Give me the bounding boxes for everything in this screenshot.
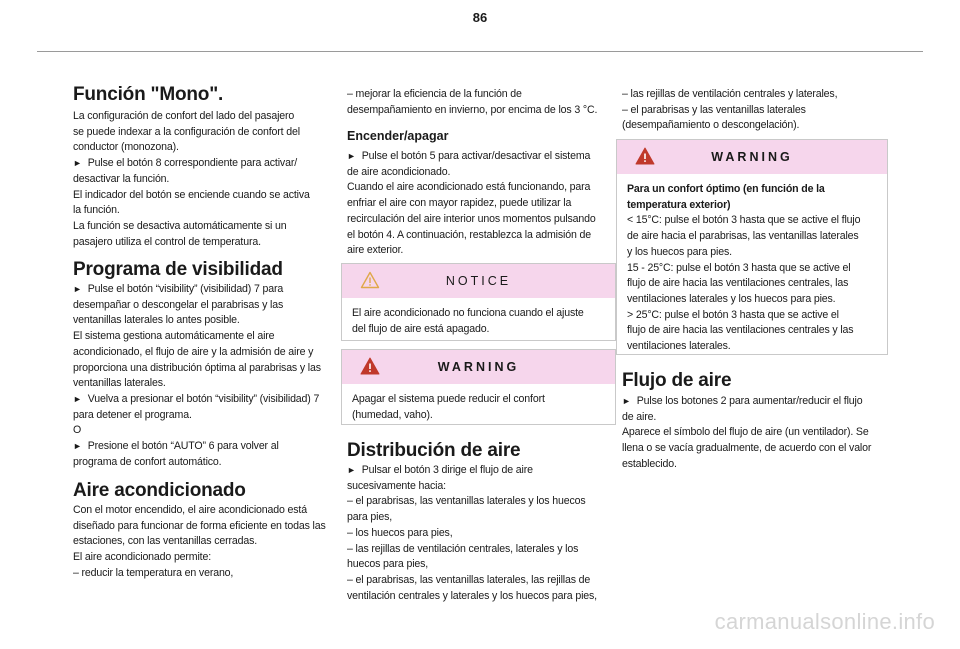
warning-label: WARNING [711,150,793,164]
text-line: ventilaciones laterales y los huecos para pies. [627,292,836,305]
section-title-mono: Función "Mono". [73,84,224,105]
text-line: proporciona una distribución óptima al parabrisas y las [73,361,321,374]
text-line: acondicionado, el flujo de aire y la admisión de aire y [73,345,314,358]
arrow-bullet-icon: ► [347,465,356,475]
arrow-bullet-icon: ► [73,441,82,452]
text-line: la función. [73,204,120,217]
notice-label: NOTICE [445,274,512,288]
text-line: – mejorar la eficiencia de la función de [347,88,522,100]
on-off-text [347,149,596,259]
text-line: < 15°C: pulse el botón 3 hasta que se active el flujo [627,214,861,227]
text-line: – las rejillas de ventilación centrales y laterales, [622,88,838,100]
page-number: 86 [472,10,488,25]
intro-text [347,87,597,118]
text-line: el botón 4. A continuación, restablezca la admisión de [347,228,591,241]
warning-banner [617,140,887,174]
text-line: ventanillas laterales lo antes posible. [73,314,240,327]
text-line: programa de confort automático. [73,455,222,468]
text-line: llena o se vacía gradualmente, de acuerdo con el valor [622,442,872,455]
text-line: sucesivamente hacia: [347,479,446,492]
text-line: El indicador del botón se enciende cuando se activa [73,188,310,201]
warning-icon [635,147,655,165]
ac-text [73,503,326,582]
bullet-line: ► Pulse los botones 2 para aumentar/reducir el flujo [622,395,863,407]
text-line: desactivar la función. [73,172,170,185]
text-line: Para un confort óptimo (en función de la [627,183,825,195]
section-title-visibility: Programa de visibilidad [73,259,283,280]
text-line: > 25°C: pulse el botón 3 hasta que se active el [627,308,839,321]
warning-box [616,139,888,355]
text-line: desempañar o descongelar el parabrisas y las [73,298,284,311]
text-line: flujo de aire hacia las ventilaciones centrales y las [627,324,854,337]
text-line: La función se desactiva automáticamente si un [73,219,287,232]
text-line: temperatura exterior) [627,198,731,211]
text-line: y los huecos para pies. [627,245,732,258]
warning-content [342,384,615,423]
warning-banner [342,350,615,384]
section-title-on-off: Encender/apagar [347,129,449,143]
bullet-line: ► Presione el botón “AUTO” 6 para volver al [73,440,279,453]
section-title-ac: Aire acondicionado [73,480,246,501]
visibility-text [73,282,321,470]
text-line: ventilaciones laterales. [627,340,731,353]
text-line: recirculación del aire interior unos momentos pulsando [347,212,596,225]
text-line: para detener el programa. [73,408,192,421]
text-line: (desempañamiento o descongelación). [622,119,800,132]
text-line: conductor (monozona). [73,141,179,154]
notice-content [342,298,615,337]
text-line: Aparece el símbolo del flujo de aire (un ventilador). Se [622,426,869,439]
text-line: para pies, [347,511,393,524]
text-line: – el parabrisas, las ventanillas laterales, las rejillas de [347,573,591,586]
text-line: (humedad, vaho). [352,408,433,421]
notice-banner [342,264,615,298]
warning-icon [360,357,380,375]
arrow-bullet-icon: ► [347,151,356,161]
text-line: del flujo de aire está apagado. [352,322,490,335]
text-line: de aire acondicionado. [347,165,451,178]
text-line: – las rejillas de ventilación centrales, laterales y los [347,542,579,555]
airflow-text [622,394,871,473]
bullet-line: ► Pulse el botón “visibility” (visibilidad) 7 para [73,283,284,295]
text-line: 15 - 25°C: pulse el botón 3 hasta que se active el [627,261,851,274]
arrow-bullet-icon: ► [73,393,82,404]
notice-warning-icon [360,271,380,289]
warning-box [341,349,616,425]
arrow-bullet-icon: ► [622,396,631,406]
text-line: El aire acondicionado permite: [73,551,212,564]
text-line: Apagar el sistema puede reducir el confort [352,393,545,405]
warning-label: WARNING [437,360,520,374]
section-title-airflow: Flujo de aire [622,370,732,391]
text-line: – el parabrisas y las ventanillas laterales [622,103,806,116]
text-line: ventanillas laterales. [73,377,166,390]
text-line: diseñado para funcionar de forma eficiente en todas las [73,519,326,532]
text-line: desempañamiento en invierno, por encima de los 3 °C. [347,103,598,116]
text-line: aire exterior. [347,244,404,257]
bullet-line: ► Pulse el botón 5 para activar/desactivar el sistema [347,150,591,162]
text-line: ventilación centrales y laterales y los huecos para pies, [347,589,597,602]
top-divider [37,51,923,52]
mono-text [73,109,310,250]
text-line: Con el motor encendido, el aire acondicionado está [73,504,307,516]
text-line: O [73,424,82,437]
text-line: establecido. [622,457,677,470]
watermark: carmanualsonline.info [714,609,935,634]
intro-text [622,87,837,134]
distribution-text [347,463,597,604]
arrow-bullet-icon: ► [73,284,82,294]
text-line: – los huecos para pies, [347,526,453,539]
text-line: El sistema gestiona automáticamente el aire [73,330,275,343]
notice-box [341,263,616,341]
text-line: enfriar el aire con mayor rapidez, puede utilizar la [347,197,572,210]
text-line: estaciones, con las ventanillas cerradas. [73,535,258,548]
text-line: flujo de aire hacia las ventilaciones centrales, las [627,277,849,290]
bullet-line: ► Vuelva a presionar el botón “visibility” (visibilidad) 7 [73,392,320,405]
text-line: de aire hacia el parabrisas, las ventanillas laterales [627,230,859,243]
warning-content [617,174,887,355]
text-line: El aire acondicionado no funciona cuando el ajuste [352,307,584,319]
text-line: pasajero utiliza el control de temperatura. [73,235,261,248]
arrow-bullet-icon: ► [73,158,82,169]
text-line: – reducir la temperatura en verano, [73,566,234,579]
text-line: La configuración de confort del lado del pasajero [73,110,295,122]
text-line: – el parabrisas, las ventanillas laterales y los huecos [347,495,586,508]
text-line: Cuando el aire acondicionado está funcionando, para [347,181,591,194]
text-line: se puede indexar a la configuración de confort del [73,125,300,138]
section-title-distribution: Distribución de aire [347,440,521,461]
bullet-line: ► Pulse el botón 8 correspondiente para activar/ [73,157,297,170]
text-line: de aire. [622,410,657,423]
bullet-line: ► Pulsar el botón 3 dirige el flujo de aire [347,464,533,476]
text-line: huecos para pies, [347,558,429,571]
